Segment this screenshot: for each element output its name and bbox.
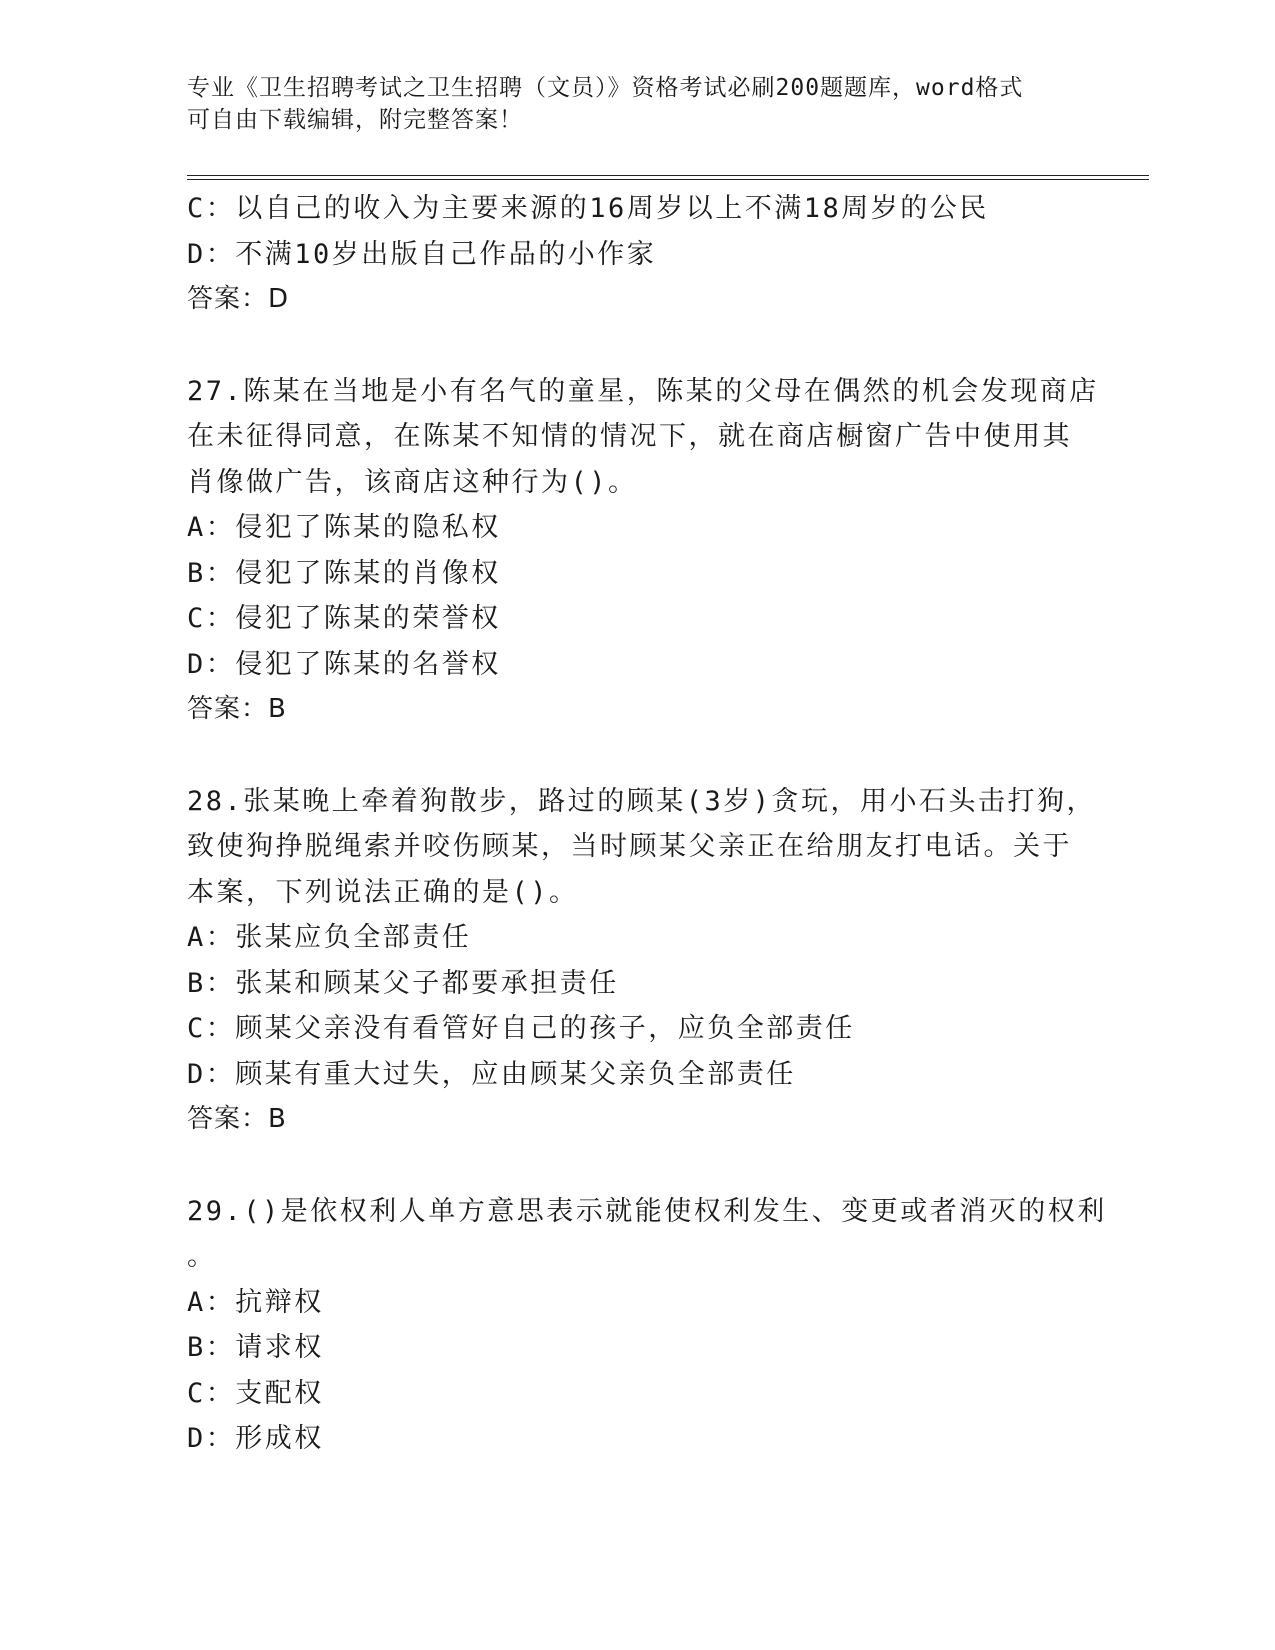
option-d: D：顾某有重大过失，应由顾某父亲负全部责任 [187,1058,796,1090]
question-stem-line: 27.陈某在当地是小有名气的童星，陈某的父母在偶然的机会发现商店 [187,375,1099,407]
header-line-1: 专业《卫生招聘考试之卫生招聘（文员）》资格考试必刷200题题库，word格式 [187,75,1024,101]
question-stem-line: 29.()是依权利人单方意思表示就能使权利发生、变更或者消灭的权利 [187,1195,1107,1227]
spacer [187,733,1067,779]
option-a: A：侵犯了陈某的隐私权 [187,512,501,543]
question-28 [187,779,1097,1143]
question-stem-line: 在未征得同意，在陈某不知情的情况下，就在商店橱窗广告中使用其 [187,421,1072,452]
spacer [187,1143,1067,1189]
option-d: D：不满10岁出版自己作品的小作家 [187,238,657,270]
document-body [187,186,1107,1462]
question-stem-line: 本案，下列说法正确的是()。 [187,876,579,908]
question-stem-line: 。 [187,1241,217,1272]
option-c: C：顾某父亲没有看管好自己的孩子，应负全部责任 [187,1013,855,1044]
question-29 [187,1189,1107,1462]
option-d: D：形成权 [187,1423,324,1454]
question-stem-line: 肖像做广告，该商店这种行为()。 [187,466,638,498]
answer: 答案：D [187,284,290,314]
answer: 答案：B [187,694,287,724]
option-d: D：侵犯了陈某的名誉权 [187,648,501,680]
option-a: A：张某应负全部责任 [187,922,472,953]
option-c: C：侵犯了陈某的荣誉权 [187,603,501,634]
document-header [187,72,1087,136]
question-stem-line: 28.张某晚上牵着狗散步，路过的顾某(3岁)贪玩，用小石头击打狗， [187,785,1097,817]
option-a: A：抗辩权 [187,1286,324,1318]
question-27 [187,369,1099,733]
question-26-tail [187,186,1067,323]
option-c: C：支配权 [187,1377,324,1409]
question-stem-line: 致使狗挣脱绳索并咬伤顾某，当时顾某父亲正在给朋友打电话。关于 [187,831,1072,862]
header-line-2: 可自由下载编辑，附完整答案！ [187,107,523,133]
spacer [187,323,1067,369]
answer: 答案：B [187,1104,287,1134]
option-b: B：张某和顾某父子都要承担责任 [187,967,619,999]
option-b: B：侵犯了陈某的肖像权 [187,557,501,589]
option-c: C：以自己的收入为主要来源的16周岁以上不满18周岁的公民 [187,193,989,224]
option-b: B：请求权 [187,1332,324,1363]
header-double-rule [187,175,1149,180]
